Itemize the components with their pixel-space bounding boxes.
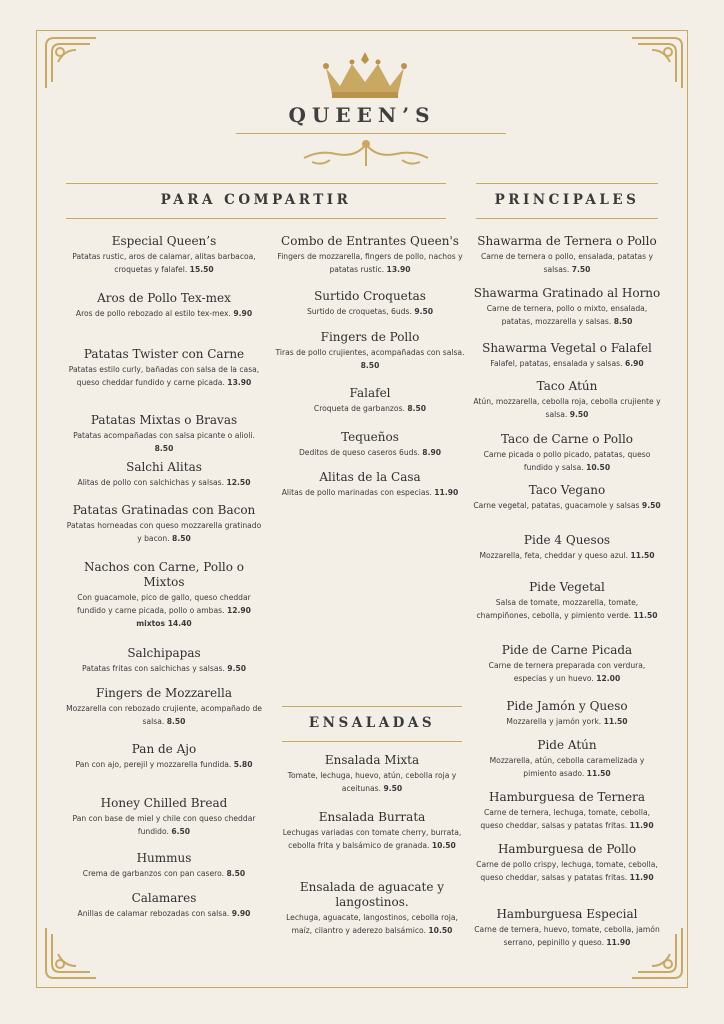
menu-item xyxy=(472,790,662,832)
menu-item-name: Fingers de Mozzarella xyxy=(96,686,232,700)
menu-item-price: 10.50 xyxy=(431,841,456,850)
menu-item-description xyxy=(472,302,662,328)
menu-item xyxy=(66,796,262,838)
menu-item-description-text: Anillas de calamar rebozadas con salsa. xyxy=(77,909,232,918)
menu-item-description xyxy=(66,591,262,630)
menu-item-price: 9.90 xyxy=(231,909,251,918)
menu-item-description-text: Carne vegetal, patatas, guacamole y salsas xyxy=(473,501,642,510)
menu-item-name: Ensalada Burrata xyxy=(318,810,426,824)
menu-item-description xyxy=(472,448,662,474)
menu-item-price: 9.50 xyxy=(569,410,589,419)
menu-item-name: Taco de Carne o Pollo xyxy=(500,432,634,446)
menu-item-name: Honey Chilled Bread xyxy=(100,796,228,810)
menu-item-price: 9.90 xyxy=(233,309,253,318)
principales-top-rule xyxy=(476,183,658,184)
menu-item-description-text: Carne de ternera, lechuga, tomate, cebolla, queso cheddar, salsas y patatas fritas. xyxy=(480,808,651,830)
menu-item-name: Patatas Gratinadas con Bacon xyxy=(72,503,256,517)
menu-item-description-text: Lechugas variadas con tomate cherry, burrata, cebolla frita y balsámico de granada. xyxy=(282,828,462,850)
menu-item-description xyxy=(66,250,262,276)
menu-item xyxy=(278,810,466,852)
menu-item xyxy=(66,891,262,920)
menu-item-description-text: Carne de ternera, huevo, tomate, cebolla, jamón serrano, pepinillo y queso. xyxy=(474,925,660,947)
menu-item xyxy=(66,460,262,489)
menu-item-description-text: Croqueta de garbanzos. xyxy=(313,404,408,413)
menu-item xyxy=(268,289,472,318)
menu-item-description xyxy=(66,702,262,728)
menu-item-name: Shawarma de Ternera o Pollo xyxy=(477,234,657,248)
menu-item-name: Ensalada Mixta xyxy=(324,753,420,767)
title-divider xyxy=(236,133,506,134)
menu-item xyxy=(472,580,662,622)
menu-item-description xyxy=(278,826,466,852)
menu-item-price: 8.90 xyxy=(422,448,442,457)
menu-item-description-text: Salsa de tomate, mozzarella, tomate, champiñones, cebolla, y pimiento verde. xyxy=(476,598,639,620)
menu-item-price: 9.50 xyxy=(227,664,247,673)
corner-ornament-top-right-icon xyxy=(628,32,688,92)
menu-item xyxy=(66,291,262,320)
menu-item-price: 11.50 xyxy=(633,611,658,620)
menu-item-description-text: Tomate, lechuga, huevo, atún, cebolla roja y aceitunas. xyxy=(287,771,457,793)
restaurant-name: QUEEN’S xyxy=(288,103,436,127)
menu-item xyxy=(278,880,466,937)
menu-item xyxy=(472,432,662,474)
menu-item-description xyxy=(66,363,262,389)
menu-item xyxy=(268,386,472,415)
menu-item-description-text: Falafel, patatas, ensalada y salsas. xyxy=(490,359,625,368)
menu-item-description xyxy=(278,911,466,937)
menu-item-description xyxy=(268,446,472,459)
menu-item-description-text: Carne de pollo crispy, lechuga, tomate, cebolla, queso cheddar, salsas y patatas fritas. xyxy=(476,860,658,882)
menu-item-description-text: Pan con ajo, perejil y mozzarella fundida. xyxy=(75,760,234,769)
menu-item-name: Pide 4 Quesos xyxy=(523,533,611,547)
menu-item xyxy=(66,686,262,728)
menu-item-price: 8.50 xyxy=(166,717,186,726)
menu-item-price: 13.90 xyxy=(386,265,411,274)
menu-item-description-text: Crema de garbanzos con pan casero. xyxy=(82,869,227,878)
menu-item-description-text: Surtido de croquetas, 6uds. xyxy=(306,307,415,316)
menu-item xyxy=(472,699,662,728)
menu-item xyxy=(472,907,662,949)
menu-item-price: 11.90 xyxy=(434,488,459,497)
menu-item-description-text: Fingers de mozzarella, fingers de pollo, nachos y patatas rustic. xyxy=(277,252,463,274)
menu-item-description-text: Patatas fritas con salchichas y salsas. xyxy=(81,664,228,673)
menu-item xyxy=(472,341,662,370)
menu-item-description xyxy=(268,250,472,276)
menu-item-description-text: Mozzarella, feta, cheddar y queso azul. xyxy=(479,551,631,560)
menu-item xyxy=(268,330,472,372)
menu-item-name: Taco Vegano xyxy=(528,483,606,497)
menu-item-name: Pide Vegetal xyxy=(529,580,605,594)
compartir-top-rule xyxy=(66,183,446,184)
menu-item-description xyxy=(268,402,472,415)
menu-item-description-text: Tiras de pollo crujientes, acompañadas con salsa. xyxy=(275,348,465,357)
menu-item-description xyxy=(472,357,662,370)
menu-item-name: Hummus xyxy=(136,851,192,865)
menu-item xyxy=(472,842,662,884)
menu-item-name: Hamburguesa Especial xyxy=(496,907,638,921)
menu-item-description-text: Patatas horneadas con queso mozzarella gratinado y bacon. xyxy=(66,521,262,543)
menu-item-price: 11.50 xyxy=(630,551,655,560)
menu-item xyxy=(268,470,472,499)
crown-logo-icon xyxy=(318,50,412,100)
menu-item-description xyxy=(472,596,662,622)
menu-item-name: Patatas Mixtas o Bravas xyxy=(90,413,238,427)
menu-item xyxy=(66,413,262,455)
menu-item-name: Pide de Carne Picada xyxy=(501,643,633,657)
menu-item-name: Especial Queen’s xyxy=(111,234,217,248)
ensaladas-bottom-rule xyxy=(282,741,462,742)
section-title-compartir: PARA COMPARTIR xyxy=(160,192,352,208)
menu-item-description-text: Con guacamole, pico de gallo, queso cheddar fundido y carne picada, pollo o ambas. xyxy=(77,593,251,615)
menu-item-price: 15.50 xyxy=(189,265,214,274)
menu-item-name: Alitas de la Casa xyxy=(319,470,421,484)
menu-item-price: 11.90 xyxy=(629,873,654,882)
menu-item-description-text: Atún, mozzarella, cebolla roja, cebolla crujiente y salsa. xyxy=(473,397,661,419)
menu-item-price: 7.50 xyxy=(571,265,591,274)
menu-item-name: Pide Atún xyxy=(537,738,597,752)
ensaladas-top-rule xyxy=(282,706,462,707)
menu-item-price: 10.50 xyxy=(428,926,453,935)
menu-item xyxy=(472,483,662,512)
menu-item-description xyxy=(66,907,262,920)
menu-item-price: 11.90 xyxy=(629,821,654,830)
corner-ornament-top-left-icon xyxy=(40,32,100,92)
menu-item-description xyxy=(472,858,662,884)
menu-item-price: 13.90 xyxy=(227,378,252,387)
menu-item-name: Fingers de Pollo xyxy=(320,330,420,344)
menu-item-price: 9.50 xyxy=(414,307,434,316)
menu-item-description xyxy=(472,499,662,512)
menu-item-description xyxy=(66,662,262,675)
menu-item-description-text: Carne de ternera o pollo, ensalada, patatas y salsas. xyxy=(480,252,654,274)
menu-item-name: Hamburguesa de Pollo xyxy=(497,842,637,856)
menu-item-description xyxy=(66,429,262,455)
menu-item-description xyxy=(472,549,662,562)
menu-item-price: 6.90 xyxy=(624,359,644,368)
menu-item-name: Combo de Entrantes Queen's xyxy=(281,234,459,248)
menu-item xyxy=(278,753,466,795)
menu-item-name: Ensalada de aguacate y langostinos. xyxy=(299,880,445,909)
menu-item xyxy=(472,533,662,562)
section-title-ensaladas: ENSALADAS xyxy=(308,715,436,731)
menu-item xyxy=(66,742,262,771)
menu-item-description xyxy=(268,486,472,499)
menu-item-price: 8.50 xyxy=(613,317,633,326)
menu-item xyxy=(472,286,662,328)
menu-item-description xyxy=(472,395,662,421)
menu-item-description-text: Alitas de pollo marinadas con especias. xyxy=(281,488,435,497)
menu-item-description-text: Lechuga, aguacate, langostinos, cebolla roja, maíz, cilantro y aderezo balsámico. xyxy=(286,913,458,935)
menu-item-name: Pide Jamón y Queso xyxy=(506,699,628,713)
compartir-bottom-rule xyxy=(66,218,446,219)
menu-item-price: 8.50 xyxy=(407,404,427,413)
menu-item-description xyxy=(66,812,262,838)
menu-item-description xyxy=(66,867,262,880)
corner-ornament-bottom-left-icon xyxy=(40,924,100,984)
menu-item xyxy=(472,234,662,276)
menu-item-name: Calamares xyxy=(131,891,197,905)
menu-item-description-text: Carne picada o pollo picado, patatas, queso fundido y salsa. xyxy=(483,450,651,472)
menu-item-description-text: Patatas acompañadas con salsa picante o alioli. xyxy=(73,431,255,440)
menu-item-name: Taco Atún xyxy=(536,379,598,393)
menu-item-price: 11.90 xyxy=(606,938,631,947)
menu-item-name: Tequeños xyxy=(341,430,399,444)
menu-item xyxy=(472,379,662,421)
principales-bottom-rule xyxy=(476,218,658,219)
menu-item-name: Aros de Pollo Tex-mex xyxy=(97,291,231,305)
menu-item xyxy=(66,234,262,276)
section-title-principales: PRINCIPALES xyxy=(494,192,640,208)
menu-item-price: 8.50 xyxy=(226,869,246,878)
menu-item-price: 8.50 xyxy=(154,444,174,453)
menu-item-description-text: Deditos de queso caseros 6uds. xyxy=(298,448,423,457)
menu-item-price: 5.80 xyxy=(233,760,253,769)
menu-item-price: 11.50 xyxy=(603,717,628,726)
menu-item xyxy=(268,234,472,276)
menu-item-price: 9.50 xyxy=(383,784,403,793)
menu-item-name: Shawarma Vegetal o Falafel xyxy=(482,341,652,355)
menu-item-description xyxy=(268,346,472,372)
menu-item-description xyxy=(472,806,662,832)
menu-item-description xyxy=(472,250,662,276)
menu-item-price: 9.50 xyxy=(641,501,661,510)
menu-item xyxy=(66,503,262,545)
menu-item-price: 12.00 xyxy=(596,674,621,683)
menu-item-description-text: Mozzarella con rebozado crujiente, acompañado de salsa. xyxy=(66,704,262,726)
menu-item-price: 8.50 xyxy=(360,361,380,370)
menu-item-description-text: Mozzarella y jamón york. xyxy=(506,717,604,726)
menu-item-description-text: Aros de pollo rebozado al estilo tex-mex. xyxy=(75,309,234,318)
menu-item-price: 12.90 mixtos 14.40 xyxy=(136,606,251,628)
menu-item-description xyxy=(66,758,262,771)
flourish-ornament-icon xyxy=(290,138,442,172)
menu-item-name: Pan de Ajo xyxy=(131,742,197,756)
menu-item-price: 8.50 xyxy=(172,534,191,543)
menu-item-description xyxy=(472,659,662,685)
menu-item-description xyxy=(472,754,662,780)
menu-item-name: Nachos con Carne, Pollo o Mixtos xyxy=(83,560,245,589)
menu-item xyxy=(66,851,262,880)
menu-item-description xyxy=(66,476,262,489)
menu-item-description xyxy=(66,519,262,545)
menu-item-description-text: Carne de ternera preparada con verdura, especias y un huevo. xyxy=(488,661,646,683)
menu-item-price: 10.50 xyxy=(586,463,611,472)
menu-item xyxy=(472,643,662,685)
menu-item-description xyxy=(278,769,466,795)
menu-item-description-text: Pan con base de miel y chile con queso cheddar fundido. xyxy=(72,814,256,836)
menu-item xyxy=(268,430,472,459)
menu-item-description-text: Patatas rustic, aros de calamar, alitas barbacoa, croquetas y falafel. xyxy=(72,252,256,274)
menu-item-description-text: Alitas de pollo con salchichas y salsas. xyxy=(77,478,227,487)
menu-item-description-text: Carne de ternera, pollo o mixto, ensalada, patatas, mozzarella y salsas. xyxy=(486,304,648,326)
menu-item-description xyxy=(472,923,662,949)
menu-item-name: Falafel xyxy=(349,386,391,400)
menu-item-name: Salchipapas xyxy=(127,646,201,660)
menu-item xyxy=(66,347,262,389)
menu-item-name: Hamburguesa de Ternera xyxy=(488,790,645,804)
menu-item xyxy=(66,560,262,630)
menu-item xyxy=(66,646,262,675)
menu-item-description-text: Patatas estilo curly, bañadas con salsa de la casa, queso cheddar fundido y carne picada. xyxy=(68,365,260,387)
menu-item-name: Surtido Croquetas xyxy=(314,289,426,303)
menu-item-price: 12.50 xyxy=(226,478,251,487)
menu-item-name: Patatas Twister con Carne xyxy=(83,347,245,361)
menu-item-price: 11.50 xyxy=(586,769,611,778)
menu-item-description xyxy=(472,715,662,728)
menu-item-description xyxy=(66,307,262,320)
menu-item-description xyxy=(268,305,472,318)
menu-item-price: 6.50 xyxy=(171,827,191,836)
menu-item xyxy=(472,738,662,780)
menu-item-name: Salchi Alitas xyxy=(126,460,202,474)
menu-item-name: Shawarma Gratinado al Horno xyxy=(473,286,661,300)
menu-item-description-text: Mozzarella, atún, cebolla caramelizada y pimiento asado. xyxy=(489,756,645,778)
